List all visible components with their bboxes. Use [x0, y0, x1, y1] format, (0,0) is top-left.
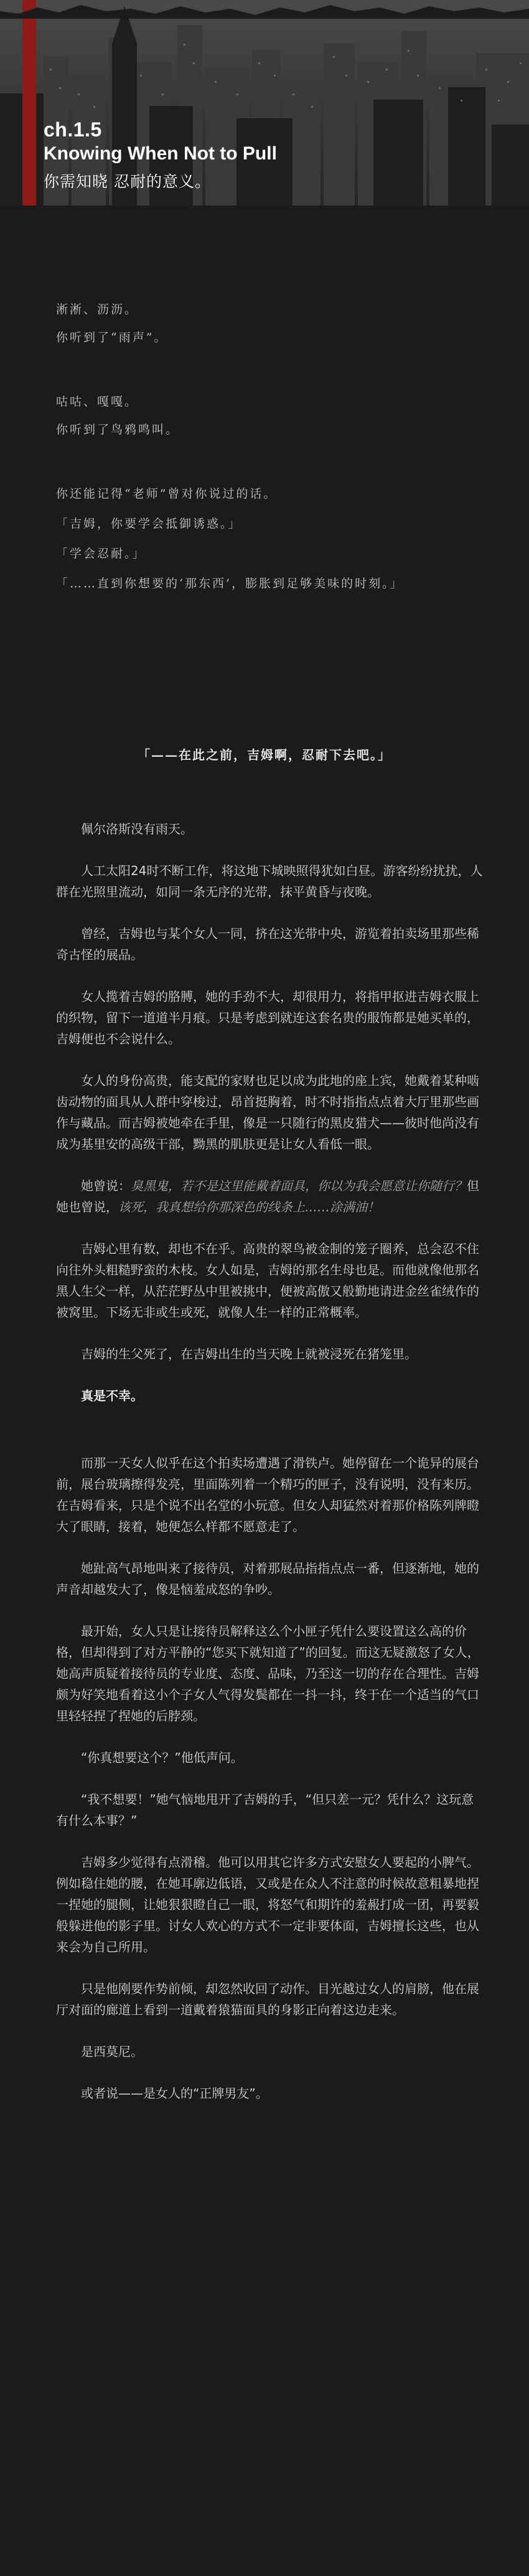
chapter-banner [0, 0, 529, 206]
paragraph: 最开始，女人只是让接待员解释这么个小匣子凭什么要设置这么高的价格，但却得到了对方平静的“您买下就知道了”的回复。而这无疑激怒了女人，她高声质疑着接待员的专业度、态度、品味，乃至这一切的存在合理性。吉姆颇为好笑地看着这小个子女人气得发鬓都在一抖一抖，终于在一个适当的气口里轻轻捏了捏她的后脖颈。 [56, 1624, 480, 1723]
prologue-line: 你听到了“雨声”。 [56, 331, 168, 344]
paragraph: 女人的身份高贵，能支配的家财也足以成为此地的座上宾，她戴着某种啮齿动物的面具从人群中穿梭过，昂首挺胸着，时不时指指点点着大厅里那些画作与藏品。而吉姆被她牵在手里，像是一只随行的黑皮猎犬——彼时他尚没有成为基里安的高级干部，黝黑的肌肤更是让女人看低一眼。 [56, 1073, 479, 1152]
paragraph: “我不想要！”她气恼地甩开了吉姆的手，“但只差一元？凭什么？这玩意有什么本事？” [56, 1792, 474, 1828]
paragraph: 而那一天女人似乎在这个拍卖场遭遇了滑铁卢。她停留在一个诡异的展台前，展台玻璃擦得发亮，里面陈列着一个精巧的匣子，没有说明，没有来历。在吉姆看来，只是个说不出名堂的小玩意。但女人却猛然对着那价格陈列牌瞪大了眼睛，接着，她便怎么样都不愿意走了。 [56, 1456, 479, 1534]
paragraph: 是西莫尼。 [81, 2044, 143, 2059]
paragraph: 吉姆心里有数，却也不在乎。高贵的翠鸟被金制的笼子圈养，总会忍不住向往外头粗糙野蛮的木枝。女人如是，吉姆的那名生母也是。而他就像他那名黑人生父一样，从茫茫野丛中里被挑中，便被高傲又般勤地请进金丝雀绒作的被窝里。下场无非或生或死，就像人生一样的正常概率。 [56, 1241, 479, 1320]
prologue-line: 淅淅、沥沥。 [56, 303, 139, 316]
paragraph: 她趾高气昂地叫来了接待员，对着那展品指指点点一番，但逐渐地，她的声音却越发大了，像是恼羞成怒的争吵。 [56, 1561, 479, 1597]
paragraph: 女人揽着吉姆的胳膊，她的手劲不大，却很用力，将指甲抠进吉姆衣服上的织物，留下一道道半月痕。只是考虑到就连这套名贵的服饰都是她买单的，吉姆便也不会说什么。 [56, 989, 479, 1046]
paragraph: 或者说——是女人的“正牌男友”。 [81, 2086, 268, 2101]
paragraph-text: 但她也曾说， [56, 1178, 479, 1215]
paragraph: 曾经，吉姆也与某个女人一同，挤在这光带中央，游览着拍卖场里那些稀奇古怪的展品。 [56, 926, 479, 962]
prologue-quote: 「学会忍耐。」 [56, 547, 146, 561]
paragraph: 吉姆的生父死了，在吉姆出生的当天晚上就被浸死在猪笼里。 [81, 1347, 417, 1361]
prologue-quote: 「……直到你想要的‘那东西’，膨胀到足够美味的时刻。」 [56, 577, 404, 590]
emphasis-paragraph: 真是不幸。 [81, 1388, 143, 1403]
chapter-number: ch.1.5 [44, 118, 102, 141]
prologue-quote: 「吉姆，你要学会抵御诱惑。」 [56, 517, 242, 531]
prologue-line: 咕咕、嘎嘎。 [56, 395, 139, 409]
chapter-body [56, 818, 485, 2104]
chapter-title-en: Knowing When Not to Pull [44, 143, 277, 164]
paragraph: “你真想要这个？”他低声问。 [81, 1750, 243, 1765]
prologue-line: 你听到了鸟鸦鸣叫。 [56, 423, 180, 437]
paragraph-text: 她曾说： [81, 1178, 131, 1193]
italic-quote: 臭黑鬼，若不是这里能戴着面具，你以为我会愿意让你随行？ [131, 1178, 467, 1193]
prologue-line: 你还能记得“老师”曾对你说过的话。 [56, 487, 278, 501]
paragraph: 人工太阳24时不断工作，将这地下城映照得犹如白昼。游客纷纷扰扰，人群在光照里流动，如同一条无序的光带，抹平黄昏与夜晚。 [56, 863, 483, 899]
paragraph [56, 1175, 485, 1218]
chapter-title-zh: 你需知晓 忍耐的意义。 [44, 173, 211, 191]
italic-quote: 该死，我真想给你那深色的线条上……涂满油！ [118, 1200, 380, 1215]
paragraph: 只是他刚要作势前倾，却忽然收回了动作。目光越过女人的肩膀，他在展厅对面的廊道上看到一道戴着猿猫面具的身影正向着这边走来。 [56, 1981, 479, 2017]
paragraph: 吉姆多少觉得有点滑稽。他可以用其它许多方式安慰女人要起的小脾气。例如稳住她的腰，在她耳廓边低语，又或是在众人不注意的时候故意粗暴地捏一捏她的腿侧，让她狠狠瞪自己一眼，将怒气和期许的羞赧打成一团，再要毅般躲进他的影子里。讨女人欢心的方式不一定非要体面，吉姆擅长这些，也从来会为自己所用。 [56, 1855, 479, 1954]
torn-paper-edge [0, 0, 529, 19]
accent-bar [22, 0, 36, 206]
epigraph: 「——在此之前，吉姆啊，忍耐下去吧。」 [138, 747, 391, 762]
paragraph: 佩尔洛斯没有雨天。 [81, 822, 193, 836]
